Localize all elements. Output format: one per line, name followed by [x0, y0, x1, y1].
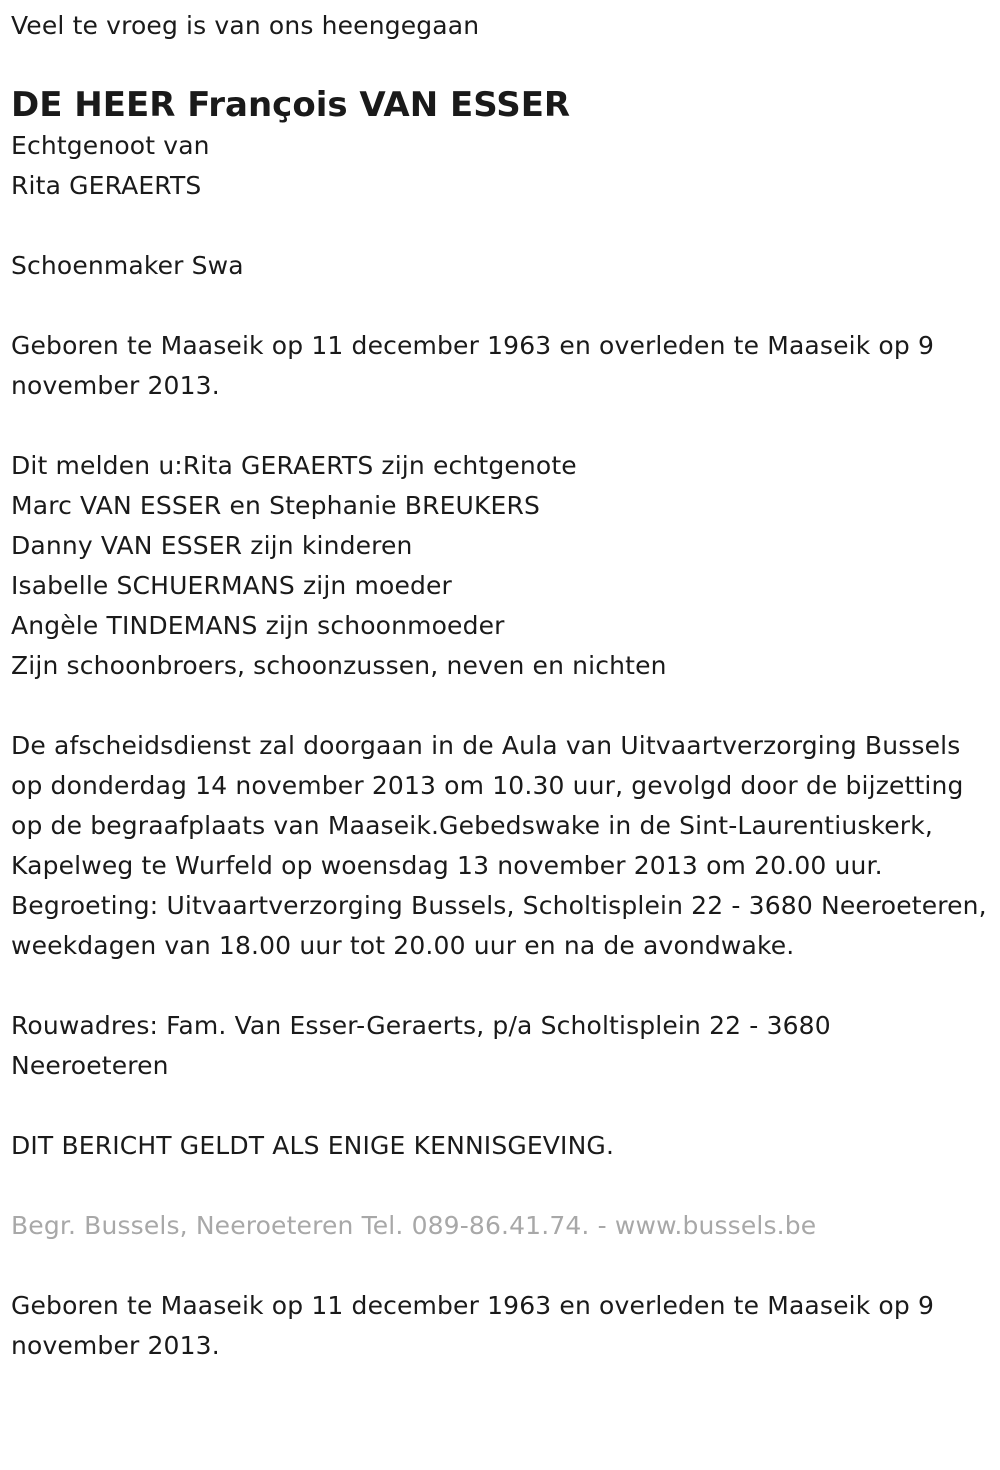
spacer	[11, 206, 990, 246]
intro-text: Veel te vroeg is van ons heengegaan	[11, 11, 480, 40]
family-line: Danny VAN ESSER zijn kinderen	[11, 531, 413, 560]
spouse-name: Rita GERAERTS	[11, 171, 202, 200]
spacer	[11, 686, 990, 726]
spacer	[11, 1166, 990, 1206]
family-line: Marc VAN ESSER en Stephanie BREUKERS	[11, 491, 541, 520]
deceased-name: DE HEER François VAN ESSER	[11, 85, 571, 125]
funeral-home-contact: Begr. Bussels, Neeroeteren Tel. 089-86.41.74. - www.bussels.be	[11, 1211, 817, 1240]
obituary-document	[0, 6, 1000, 1470]
family-line: Angèle TINDEMANS zijn schoonmoeder	[11, 611, 505, 640]
family-line: Isabelle SCHUERMANS zijn moeder	[11, 571, 452, 600]
spacer	[11, 286, 990, 326]
spacer	[11, 1246, 990, 1286]
birth-death-paragraph: Geboren te Maaseik op 11 december 1963 en overleden te Maaseik op 9 november 2013.	[11, 331, 935, 400]
family-line: Zijn schoonbroers, schoonzussen, neven en nichten	[11, 651, 667, 680]
service-paragraph: De afscheidsdienst zal doorgaan in de Aula van Uitvaartverzorging Bussels op donderdag 14 november 2013 om 10.30 uur, gevolgd door de bijzetting op de begraafplaats van Maaseik.Gebedswake in de Sint-Laurentiuskerk, Kapelweg te Wurfeld op woensdag 13 november 2013 om 20.00 uur.	[11, 731, 964, 880]
birth-death-paragraph-repeat: Geboren te Maaseik op 11 december 1963 en overleden te Maaseik op 9 november 2013.	[11, 1291, 935, 1360]
spacer	[11, 966, 990, 1006]
mourning-address: Rouwadres: Fam. Van Esser-Geraerts, p/a Scholtisplein 22 - 3680 Neeroeteren	[11, 1011, 831, 1080]
spouse-label: Echtgenoot van	[11, 131, 210, 160]
visitation-paragraph: Begroeting: Uitvaartverzorging Bussels, Scholtisplein 22 - 3680 Neeroeteren, weekdagen van 18.00 uur tot 20.00 uur en na de avondwake.	[11, 891, 987, 960]
family-line: Dit melden u:Rita GERAERTS zijn echtgenote	[11, 451, 577, 480]
family-list	[11, 446, 990, 686]
nickname: Schoenmaker Swa	[11, 251, 244, 280]
spacer	[11, 406, 990, 446]
spacer	[11, 1086, 990, 1126]
official-notice: DIT BERICHT GELDT ALS ENIGE KENNISGEVING.	[11, 1131, 615, 1160]
